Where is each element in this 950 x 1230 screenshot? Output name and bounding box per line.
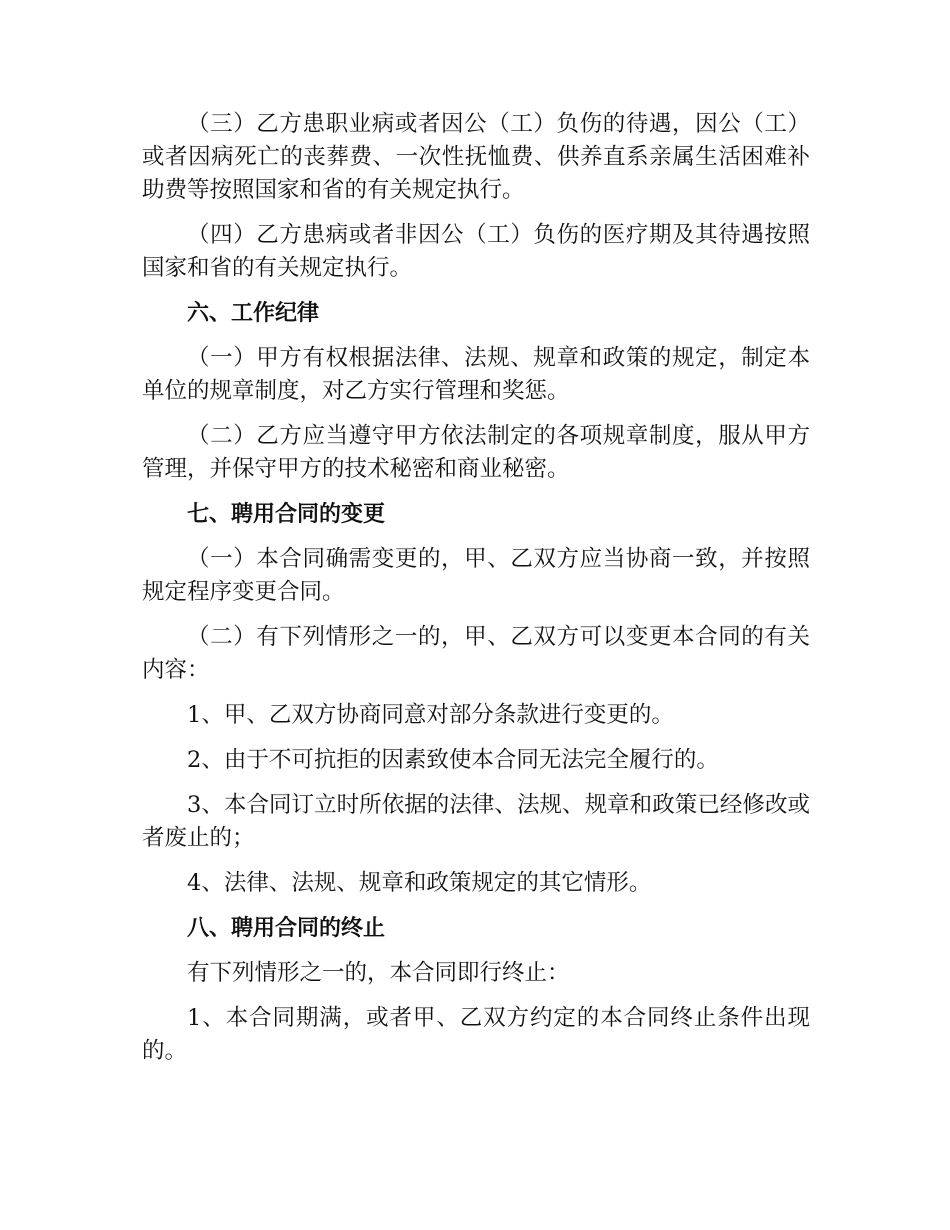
paragraph-change-consensus: （一）本合同确需变更的，甲、乙双方应当协商一致，并按照规定程序变更合同。 bbox=[142, 546, 810, 605]
list-item-change-2: 2、由于不可抗拒的因素致使本合同无法完全履行的。 bbox=[187, 747, 719, 773]
paragraph-employee-obligations: （二）乙方应当遵守甲方依法制定的各项规章制度，服从甲方管理，并保守甲方的技术秘密和商业秘密。 bbox=[142, 423, 810, 482]
paragraph-employer-rules: （一）甲方有权根据法律、法规、规章和政策的规定，制定本单位的规章制度，对乙方实行管理和奖惩。 bbox=[142, 345, 810, 404]
paragraph-injury-benefits: （三）乙方患职业病或者因公（工）负伤的待遇，因公（工）或者因病死亡的丧葬费、一次性抚恤费、供养直系亲属生活困难补助费等按照国家和省的有关规定执行。 bbox=[142, 111, 810, 203]
document-page bbox=[142, 108, 810, 1080]
heading-contract-termination: 八、聘用合同的终止 bbox=[187, 916, 386, 941]
paragraph-change-conditions: （二）有下列情形之一的，甲、乙双方可以变更本合同的有关内容： bbox=[142, 624, 810, 683]
list-item-change-1: 1、甲、乙双方协商同意对部分条款进行变更的。 bbox=[187, 702, 674, 728]
heading-contract-change: 七、聘用合同的变更 bbox=[187, 502, 386, 527]
paragraph-termination-intro: 有下列情形之一的，本合同即行终止： bbox=[187, 960, 570, 986]
list-item-change-3: 3、本合同订立时所依据的法律、法规、规章和政策已经修改或者废止的； bbox=[142, 792, 810, 851]
list-item-termination-1: 1、本合同期满，或者甲、乙双方约定的本合同终止条件出现的。 bbox=[142, 1005, 810, 1064]
list-item-change-4: 4、法律、法规、规章和政策规定的其它情形。 bbox=[187, 870, 652, 896]
heading-work-discipline: 六、工作纪律 bbox=[187, 301, 320, 326]
paragraph-medical-period: （四）乙方患病或者非因公（工）负伤的医疗期及其待遇按照国家和省的有关规定执行。 bbox=[142, 222, 810, 281]
